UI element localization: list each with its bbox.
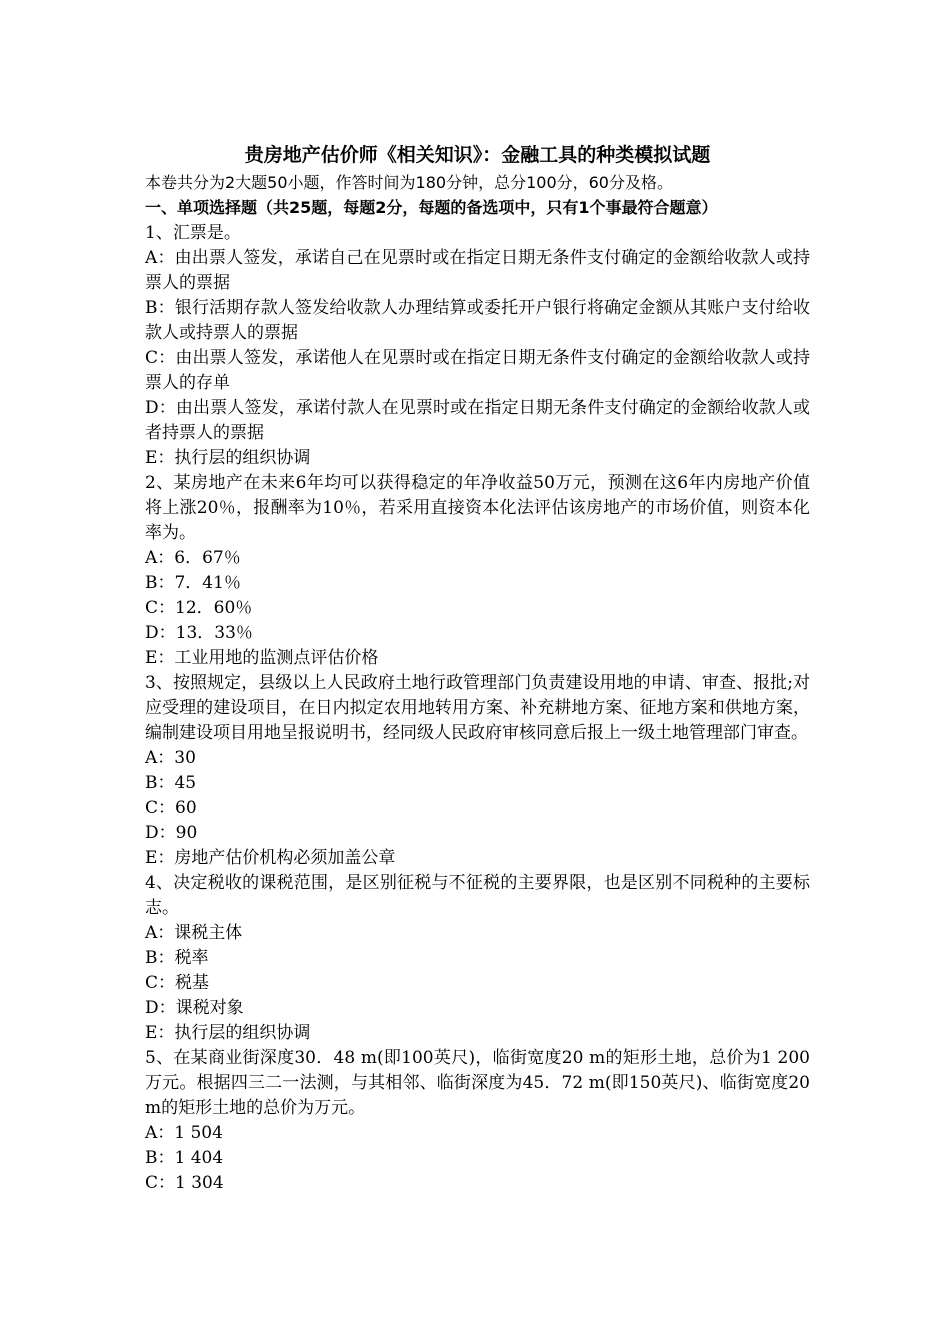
option-a: A：课税主体: [145, 923, 243, 943]
option-e: E：执行层的组织协调: [145, 448, 311, 468]
question-stem: 4、决定税收的课税范围，是区别征税与不征税的主要界限，也是区别不同税种的主要标志。: [145, 873, 810, 918]
section-heading: 一、单项选择题（共25题，每题2分，每题的备选项中，只有1个事最符合题意）: [145, 198, 718, 217]
option-d: D：90: [145, 823, 198, 843]
option-a: A：6．67％: [145, 548, 241, 568]
option-e: E：工业用地的监测点评估价格: [145, 648, 379, 668]
option-a: A：30: [145, 748, 196, 768]
option-b: B：45: [145, 773, 197, 793]
exam-intro: 本卷共分为2大题50小题，作答时间为180分钟，总分100分，60分及格。: [145, 173, 673, 192]
option-a: A：1 504: [145, 1123, 223, 1143]
option-c: C：60: [145, 798, 197, 818]
question-stem: 3、按照规定，县级以上人民政府土地行政管理部门负责建设用地的申请、审查、报批;对应受理的建设项目，在日内拟定农用地转用方案、补充耕地方案、征地方案和供地方案，编制建设项目用地呈报说明书，经同级人民政府审核同意后报上一级土地管理部门审查。: [145, 673, 810, 743]
option-a: A：由出票人签发，承诺自己在见票时或在指定日期无条件支付确定的金额给收款人或持票人的票据: [145, 248, 810, 293]
question-4: [145, 871, 810, 1046]
option-d: D：课税对象: [145, 998, 244, 1018]
question-stem: 5、在某商业街深度30．48 m(即100英尺)，临街宽度20 m的矩形土地，总价为1 200万元。根据四三二一法测，与其相邻、临街深度为45．72 m(即150英尺)、临街宽度20 m的矩形土地的总价为万元。: [145, 1048, 810, 1118]
option-d: D：13．33％: [145, 623, 253, 643]
option-c: C：1 304: [145, 1173, 224, 1193]
option-b: B：银行活期存款人签发给收款人办理结算或委托开户银行将确定金额从其账户支付给收款人或持票人的票据: [145, 298, 810, 343]
option-c: C：12．60％: [145, 598, 253, 618]
question-stem: 2、某房地产在未来6年均可以获得稳定的年净收益50万元，预测在这6年内房地产价值将上涨20％，报酬率为10％，若采用直接资本化法评估该房地产的市场价值，则资本化率为。: [145, 473, 810, 543]
option-b: B：1 404: [145, 1148, 224, 1168]
option-b: B：税率: [145, 948, 209, 968]
document-title: 贵房地产估价师《相关知识》：金融工具的种类模拟试题: [244, 144, 711, 166]
option-e: E：执行层的组织协调: [145, 1023, 311, 1043]
question-stem: 1、汇票是。: [145, 223, 241, 243]
option-e: E：房地产估价机构必须加盖公章: [145, 848, 396, 868]
option-c: C：由出票人签发，承诺他人在见票时或在指定日期无条件支付确定的金额给收款人或持票人的存单: [145, 348, 810, 393]
option-b: B：7．41％: [145, 573, 241, 593]
question-1: [145, 221, 810, 471]
option-c: C：税基: [145, 973, 210, 993]
option-d: D：由出票人签发，承诺付款人在见票时或在指定日期无条件支付确定的金额给收款人或者持票人的票据: [145, 398, 810, 443]
question-2: [145, 471, 810, 671]
question-3: [145, 671, 810, 871]
document-page: [145, 140, 810, 1196]
question-5: [145, 1046, 810, 1196]
